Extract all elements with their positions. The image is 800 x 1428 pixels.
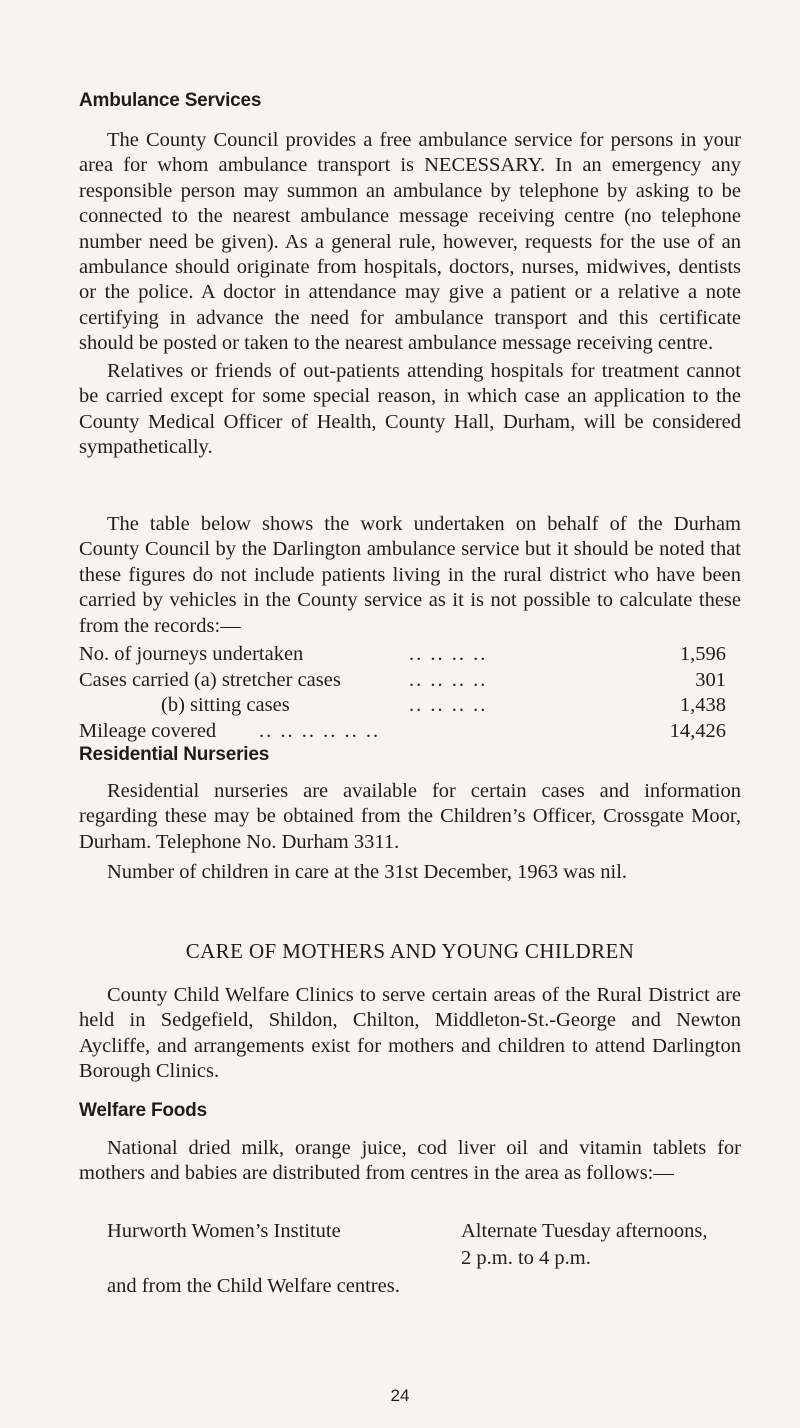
page-number: 24 — [390, 1386, 410, 1405]
nurseries-paragraph-1: Residential nurseries are available for certain cases and information regarding these may be obtained from the Children’s Officer, Crossgate Moor, Durham. Telephone No. Durham 3311. — [79, 780, 741, 853]
leader-dots: .. .. .. .. — [409, 668, 488, 691]
welfare-paragraph-1: National dried milk, orange juice, cod liver oil and vitamin tablets for mothers and babies are distributed from centres in the area as follows:— — [79, 1137, 741, 1185]
residential-nurseries-heading: Residential Nurseries — [79, 744, 270, 765]
stat-label: Cases carried (a) stretcher cases — [79, 668, 341, 691]
distribution-hours: 2 p.m. to 4 p.m. — [461, 1247, 591, 1269]
care-of-mothers-title: CARE OF MOTHERS AND YOUNG CHILDREN — [185, 939, 635, 963]
welfare-foods-heading: Welfare Foods — [79, 1100, 207, 1121]
stat-row-stretcher-cases — [79, 668, 741, 694]
distribution-additional-centres: and from the Child Welfare centres. — [107, 1275, 400, 1297]
ambulance-paragraph-1: The County Council provides a free ambulance service for persons in your area for whom ambulance transport is NECESSARY. In an emergency any responsible person may summon an ambulance by telephone by asking to be connected to the nearest ambulance message receiving centre (no telephone number need be given). As a general rule, however, requests for the use of an ambulance should originate from hospitals, doctors, nurses, midwives, dentists or the police. A doctor in attendance may give a patient or a relative a note certifying in advance the need for ambulance transport and this certificate should be posted or taken to the nearest ambulance message receiving centre. — [79, 129, 741, 355]
stat-value: 14,426 — [669, 719, 726, 742]
ambulance-paragraph-3: The table below shows the work undertaken on behalf of the Durham County Council by the Darlington ambulance service but it should be noted that these figures do not include patients living in the rural district who have been carried by vehicles in the County service as it is not possible to calculate these from the records:— — [79, 513, 741, 637]
distribution-place: Hurworth Women’s Institute — [107, 1220, 341, 1242]
ambulance-statistics-table — [79, 642, 741, 744]
distribution-days: Alternate Tuesday afternoons, — [461, 1220, 708, 1242]
leader-dots: .. .. .. .. — [409, 694, 488, 716]
stat-row-journeys — [79, 642, 741, 668]
stat-value: 301 — [695, 668, 726, 691]
stat-label: Mileage covered — [79, 719, 217, 742]
stat-value: 1,438 — [679, 694, 726, 716]
stat-row-sitting-cases — [79, 693, 741, 719]
ambulance-paragraph-2: Relatives or friends of out-patients attending hospitals for treatment cannot be carried except for some special reason, in which case an application to the County Medical Officer of Health, County Hall, Durham, will be considered sympathetically. — [79, 360, 741, 459]
leader-dots: .. .. .. .. — [409, 643, 488, 665]
stat-label: (b) sitting cases — [161, 694, 290, 716]
nurseries-paragraph-2: Number of children in care at the 31st December, 1963 was nil. — [107, 861, 628, 883]
mothers-paragraph-1: County Child Welfare Clinics to serve certain areas of the Rural District are held in Sedgefield, Shildon, Chilton, Middleton-St.-George and Newton Aycliffe, and arrangements exist for mothers and children to attend Darlington Borough Clinics. — [79, 984, 741, 1083]
ambulance-services-heading: Ambulance Services — [79, 90, 262, 111]
stat-value: 1,596 — [679, 643, 726, 665]
stat-row-mileage — [79, 719, 741, 745]
stat-label: No. of journeys undertaken — [79, 643, 304, 665]
leader-dots: .. .. .. .. .. .. — [259, 719, 381, 742]
